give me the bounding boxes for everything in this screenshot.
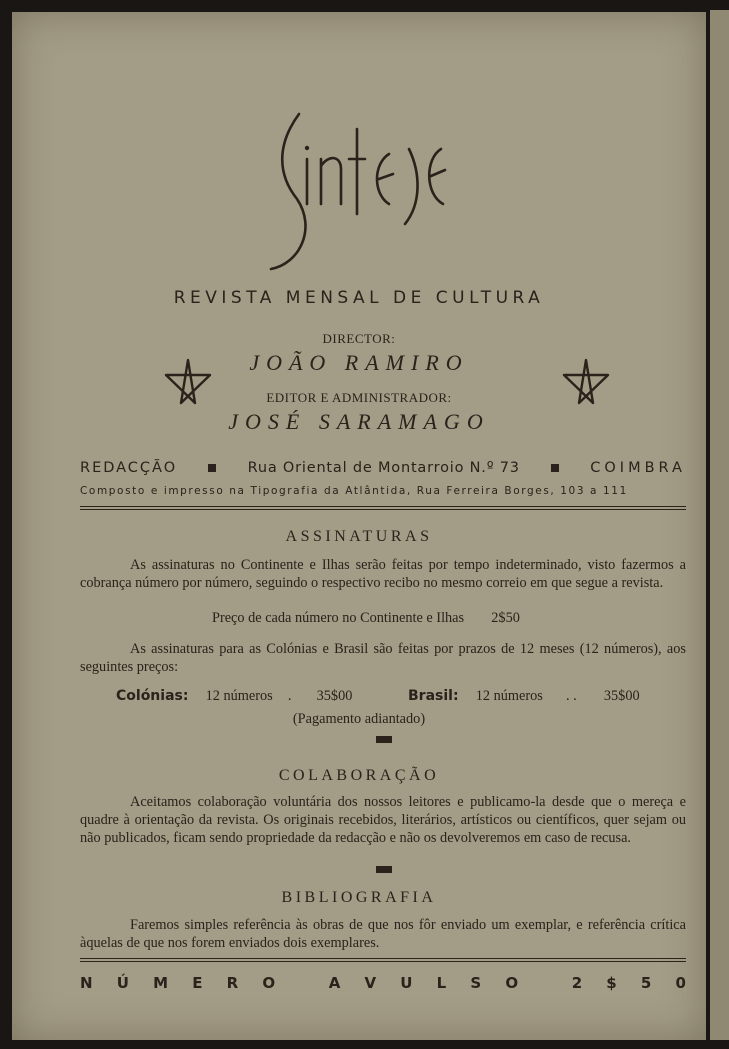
brazil-quantity: 12 números [475,688,543,704]
footer-letter: L [436,974,447,992]
footer-letter: N [80,974,93,992]
colonies-dots: . [287,688,292,704]
price-label: Preço de cada número no Continente e Ilhas [212,610,465,626]
masthead-logo [12,104,706,278]
section-ornament [376,866,392,873]
editor-label: EDITOR E ADMINISTRADOR: [266,390,452,405]
square-bullet-icon [551,464,559,472]
divider-rule [80,509,686,510]
adjacent-page-edge [710,10,729,1040]
magazine-page [12,12,706,1040]
footer-letter: O [505,974,519,992]
footer-letter: 2 [571,974,583,992]
colonies-quantity: 12 números [205,688,273,704]
footer-letter: O [262,974,276,992]
footer-letter: E [192,974,203,992]
collaboration-text: Aceitamos colaboração voluntária dos nossos leitores e publicamo-la desde que o mereça e quadre à orientação da revista. Os originais recebidos, literários, artísticos ou científicos, quer sejam ou não publicados, ficam sendo propriedade da redacção e não os devolveremos em caso de recusa. [80,794,686,846]
divider-rule [80,961,686,962]
price-value: 2$50 [491,610,520,626]
star-left-icon [162,357,214,413]
star-right-icon [560,357,612,413]
footer-letter: 5 [640,974,652,992]
sintese-logo-graphic [259,104,459,274]
director-label: DIRECTOR: [322,331,396,346]
collaboration-paragraph [80,793,686,847]
director-name: JOÃO RAMIRO [249,350,469,375]
bibliography-heading: BIBLIOGRAFIA [281,889,437,906]
footer-gap [542,974,547,992]
subscriptions-paragraph-1 [80,556,686,592]
footer-letter: $ [606,974,617,992]
masthead-subtitle: REVISTA MENSAL DE CULTURA [173,288,545,308]
subscriptions-text-1: As assinaturas no Continente e Ilhas serão feitas por tempo indeterminado, visto fazermos a cobrança número por número, seguindo o respectivo recibo no mesmo correio em que segue a revista. [80,557,686,591]
colonies-price: 35$00 [316,688,353,704]
editor-name: JOSÉ SARAMAGO [228,409,490,434]
divider-rule [80,506,686,507]
footer-letter: Ú [116,974,129,992]
brazil-price: 35$00 [603,688,640,704]
footer-gap [299,974,304,992]
brazil-price-row [408,688,640,705]
footer-letter: S [470,974,482,992]
divider-rule [80,958,686,959]
colonies-label: Colónias: [116,688,189,704]
office-label: REDACÇÃO [80,460,178,476]
bibliography-text: Faremos simples referência às obras de que nos fôr enviado um exemplar, e referência crítica àquelas de que nos forem enviados dois exemplares. [80,917,686,951]
colonies-price-row [116,688,352,705]
footer-letter: 0 [675,974,686,992]
brazil-label: Brasil: [408,688,459,704]
payment-note: (Pagamento adiantado) [292,711,426,727]
brazil-dots: . . [565,688,577,704]
street-address: Rua Oriental de Montarroio N.º 73 [247,460,520,476]
square-bullet-icon [208,464,216,472]
subscriptions-text-2: As assinaturas para as Colónias e Brasil são feitas por prazos de 12 meses (12 números), aos seguintes preços: [80,641,686,675]
section-ornament [376,736,392,743]
subscriptions-heading: ASSINATURAS [285,528,433,545]
subscriptions-paragraph-2 [80,640,686,676]
footer-letter: A [328,974,341,992]
address-line [80,460,686,476]
single-issue-price-footer [80,974,686,992]
collaboration-heading: COLABORAÇÃO [278,767,440,784]
footer-letter: R [226,974,239,992]
city-name: COIMBRA [590,460,686,476]
footer-letter: M [153,974,169,992]
footer-letter: U [400,974,413,992]
printer-line: Composto e impresso na Tipografia da Atlântida, Rua Ferreira Borges, 103 a 111 [80,485,628,497]
price-line [212,610,520,627]
bibliography-paragraph [80,916,686,952]
footer-letter: V [364,974,377,992]
